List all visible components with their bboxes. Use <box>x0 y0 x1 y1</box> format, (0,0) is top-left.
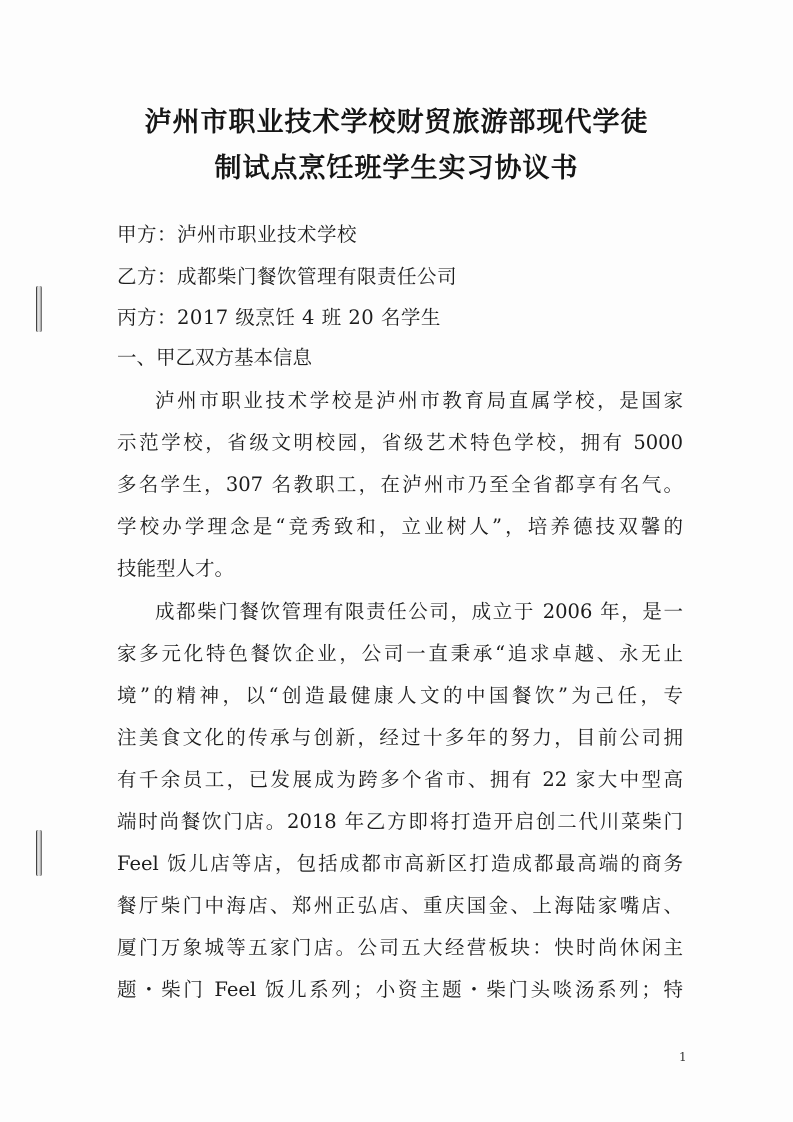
paragraph-1-line: 技能型人才。 <box>117 557 235 580</box>
party-a: 甲方：泸州市职业技术学校 <box>117 223 358 246</box>
party-c: 丙方：2017 级烹饪 4 班 20 名学生 <box>117 306 441 329</box>
binding-staple-mark <box>36 830 42 876</box>
page-number: 1 <box>679 1050 687 1064</box>
paragraph-1-line: 学校办学理念是“竞秀致和，立业树人”，培养德技双馨的 <box>117 515 683 538</box>
paragraph-1-line: 泸州市职业技术学校是泸州市教育局直属学校，是国家 <box>155 389 683 412</box>
section-heading: 一、甲乙双方基本信息 <box>117 346 313 369</box>
paragraph-2-line: 有千余员工，已发展成为跨多个省市、拥有 22 家大中型高 <box>117 768 683 791</box>
paragraph-2-line: 成都柴门餐饮管理有限责任公司，成立于 2006 年，是一 <box>155 600 683 623</box>
paragraph-2-line: 端时尚餐饮门店。2018 年乙方即将打造开启创二代川菜柴门 <box>117 810 683 833</box>
binding-staple-mark <box>36 286 42 332</box>
paragraph-2-line: 厦门万象城等五家门店。公司五大经营板块：快时尚休闲主 <box>117 936 683 959</box>
paragraph-2-line: 题・柴门 Feel 饭儿系列；小资主题・柴门头啖汤系列；特 <box>117 978 683 1001</box>
document-title-line-2: 制试点烹饪班学生实习协议书 <box>214 153 579 184</box>
paragraph-1-line: 多名学生，307 名教职工，在泸州市乃至全省都享有名气。 <box>117 473 683 496</box>
paragraph-2-line: 注美食文化的传承与创新，经过十多年的努力，目前公司拥 <box>117 726 683 749</box>
document-title-line-1: 泸州市职业技术学校财贸旅游部现代学徒 <box>144 107 649 138</box>
paragraph-1-line: 示范学校，省级文明校园，省级艺术特色学校，拥有 5000 <box>117 431 683 454</box>
party-b: 乙方：成都柴门餐饮管理有限责任公司 <box>117 265 458 288</box>
paragraph-2-line: Feel 饭儿店等店，包括成都市高新区打造成都最高端的商务 <box>117 852 683 875</box>
paragraph-2-line: 境”的精神，以“创造最健康人文的中国餐饮”为己任，专 <box>117 684 683 707</box>
paragraph-2-line: 家多元化特色餐饮企业，公司一直秉承“追求卓越、永无止 <box>117 642 683 665</box>
paragraph-2-line: 餐厅柴门中海店、郑州正弘店、重庆国金、上海陆家嘴店、 <box>117 894 683 917</box>
